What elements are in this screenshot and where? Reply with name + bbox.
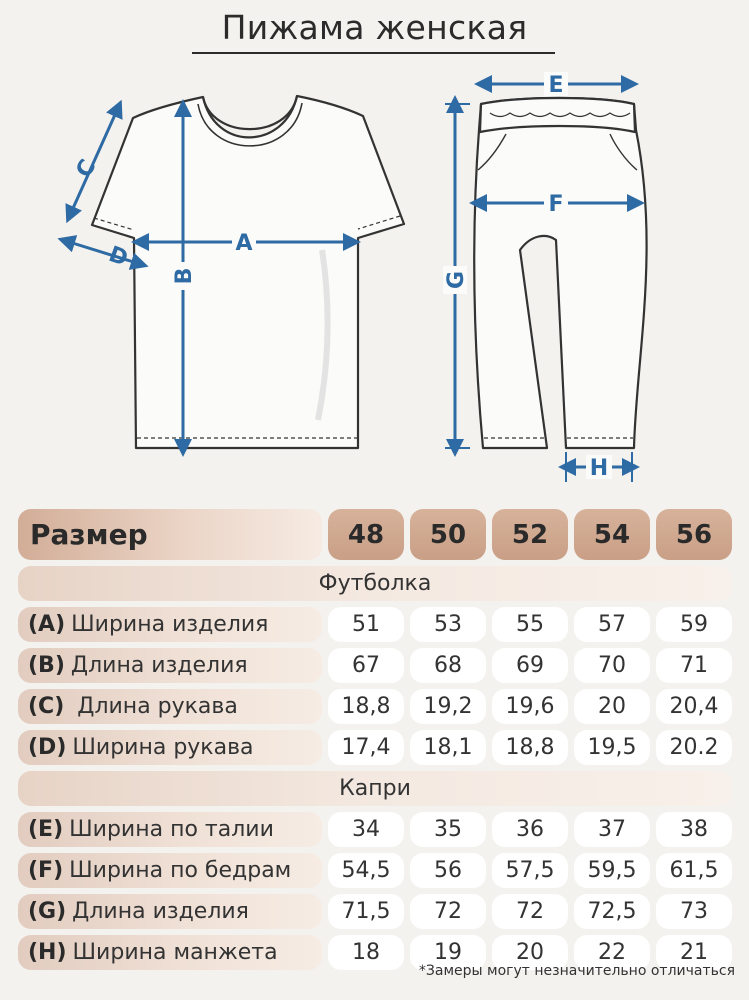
label-g: G [444, 270, 469, 290]
table-cell: 20 [574, 689, 650, 724]
size-header-54: 54 [574, 509, 650, 560]
label-d: D [105, 242, 132, 272]
label-b: B [172, 267, 197, 285]
row-key: (F) [28, 858, 64, 883]
row-label [18, 894, 322, 929]
table-cell: 37 [574, 812, 650, 847]
row-key: (B) [28, 653, 65, 678]
table-cell: 20.2 [656, 730, 732, 765]
row-name: Длина изделия [72, 899, 249, 924]
table-cell: 59 [656, 607, 732, 642]
row-label [18, 689, 322, 724]
table-cell: 22 [574, 935, 650, 970]
row-label [18, 853, 322, 888]
table-cell: 19,5 [574, 730, 650, 765]
table-cell: 72,5 [574, 894, 650, 929]
label-a: A [235, 231, 253, 256]
table-cell: 35 [410, 812, 486, 847]
table-cell: 18,8 [492, 730, 568, 765]
table-cell: 61,5 [656, 853, 732, 888]
label-f: F [548, 192, 564, 217]
label-e: E [548, 73, 564, 98]
section-title: Футболка [18, 566, 732, 601]
table-cell: 53 [410, 607, 486, 642]
row-name: Ширина по талии [69, 817, 274, 842]
table-cell: 19 [410, 935, 486, 970]
table-cell: 67 [328, 648, 404, 683]
row-key: (E) [28, 817, 64, 842]
table-cell: 18,1 [410, 730, 486, 765]
section-title: Капри [18, 771, 732, 806]
table-cell: 70 [574, 648, 650, 683]
row-name: Ширина по бедрам [69, 858, 292, 883]
table-cell: 51 [328, 607, 404, 642]
table-cell: 73 [656, 894, 732, 929]
row-key: (A) [28, 612, 66, 637]
footnote: *Замеры могут незначительно отличаться [418, 963, 735, 979]
page-title: Пижама женская [221, 8, 528, 47]
row-name: Ширина изделия [71, 612, 269, 637]
size-header-56: 56 [656, 509, 732, 560]
row-label [18, 730, 322, 765]
row-label [18, 935, 322, 970]
table-cell: 56 [410, 853, 486, 888]
label-h: H [589, 456, 609, 481]
table-cell: 57,5 [492, 853, 568, 888]
table-cell: 57 [574, 607, 650, 642]
table-cell: 68 [410, 648, 486, 683]
row-name: Ширина манжета [72, 940, 278, 965]
size-header-50: 50 [410, 509, 486, 560]
table-cell: 69 [492, 648, 568, 683]
table-cell: 19,6 [492, 689, 568, 724]
table-cell: 17,4 [328, 730, 404, 765]
table-cell: 36 [492, 812, 568, 847]
row-key: (C) [28, 694, 65, 719]
row-label [18, 648, 322, 683]
table-cell: 19,2 [410, 689, 486, 724]
row-name: Ширина рукава [72, 735, 254, 760]
table-cell: 71,5 [328, 894, 404, 929]
pants-drawing [474, 98, 646, 448]
row-label [18, 607, 322, 642]
table-cell: 72 [492, 894, 568, 929]
table-cell: 71 [656, 648, 732, 683]
header-label: Размер [18, 509, 322, 560]
table-cell: 18 [328, 935, 404, 970]
table-cell: 55 [492, 607, 568, 642]
row-name: Длина рукава [70, 694, 238, 719]
row-label [18, 812, 322, 847]
row-key: (H) [28, 940, 67, 965]
tshirt-drawing [92, 96, 404, 448]
table-cell: 72 [410, 894, 486, 929]
table-cell: 59,5 [574, 853, 650, 888]
table-cell: 38 [656, 812, 732, 847]
row-key: (G) [28, 899, 67, 924]
table-cell: 54,5 [328, 853, 404, 888]
label-c: C [71, 155, 102, 182]
table-cell: 21 [656, 935, 732, 970]
table-cell: 18,8 [328, 689, 404, 724]
table-cell: 20,4 [656, 689, 732, 724]
row-key: (D) [28, 735, 67, 760]
row-name: Длина изделия [70, 653, 248, 678]
table-cell: 20 [492, 935, 568, 970]
title-underline [192, 52, 555, 54]
table-cell: 34 [328, 812, 404, 847]
size-header-48: 48 [328, 509, 404, 560]
size-header-52: 52 [492, 509, 568, 560]
garment-diagram [0, 60, 749, 500]
